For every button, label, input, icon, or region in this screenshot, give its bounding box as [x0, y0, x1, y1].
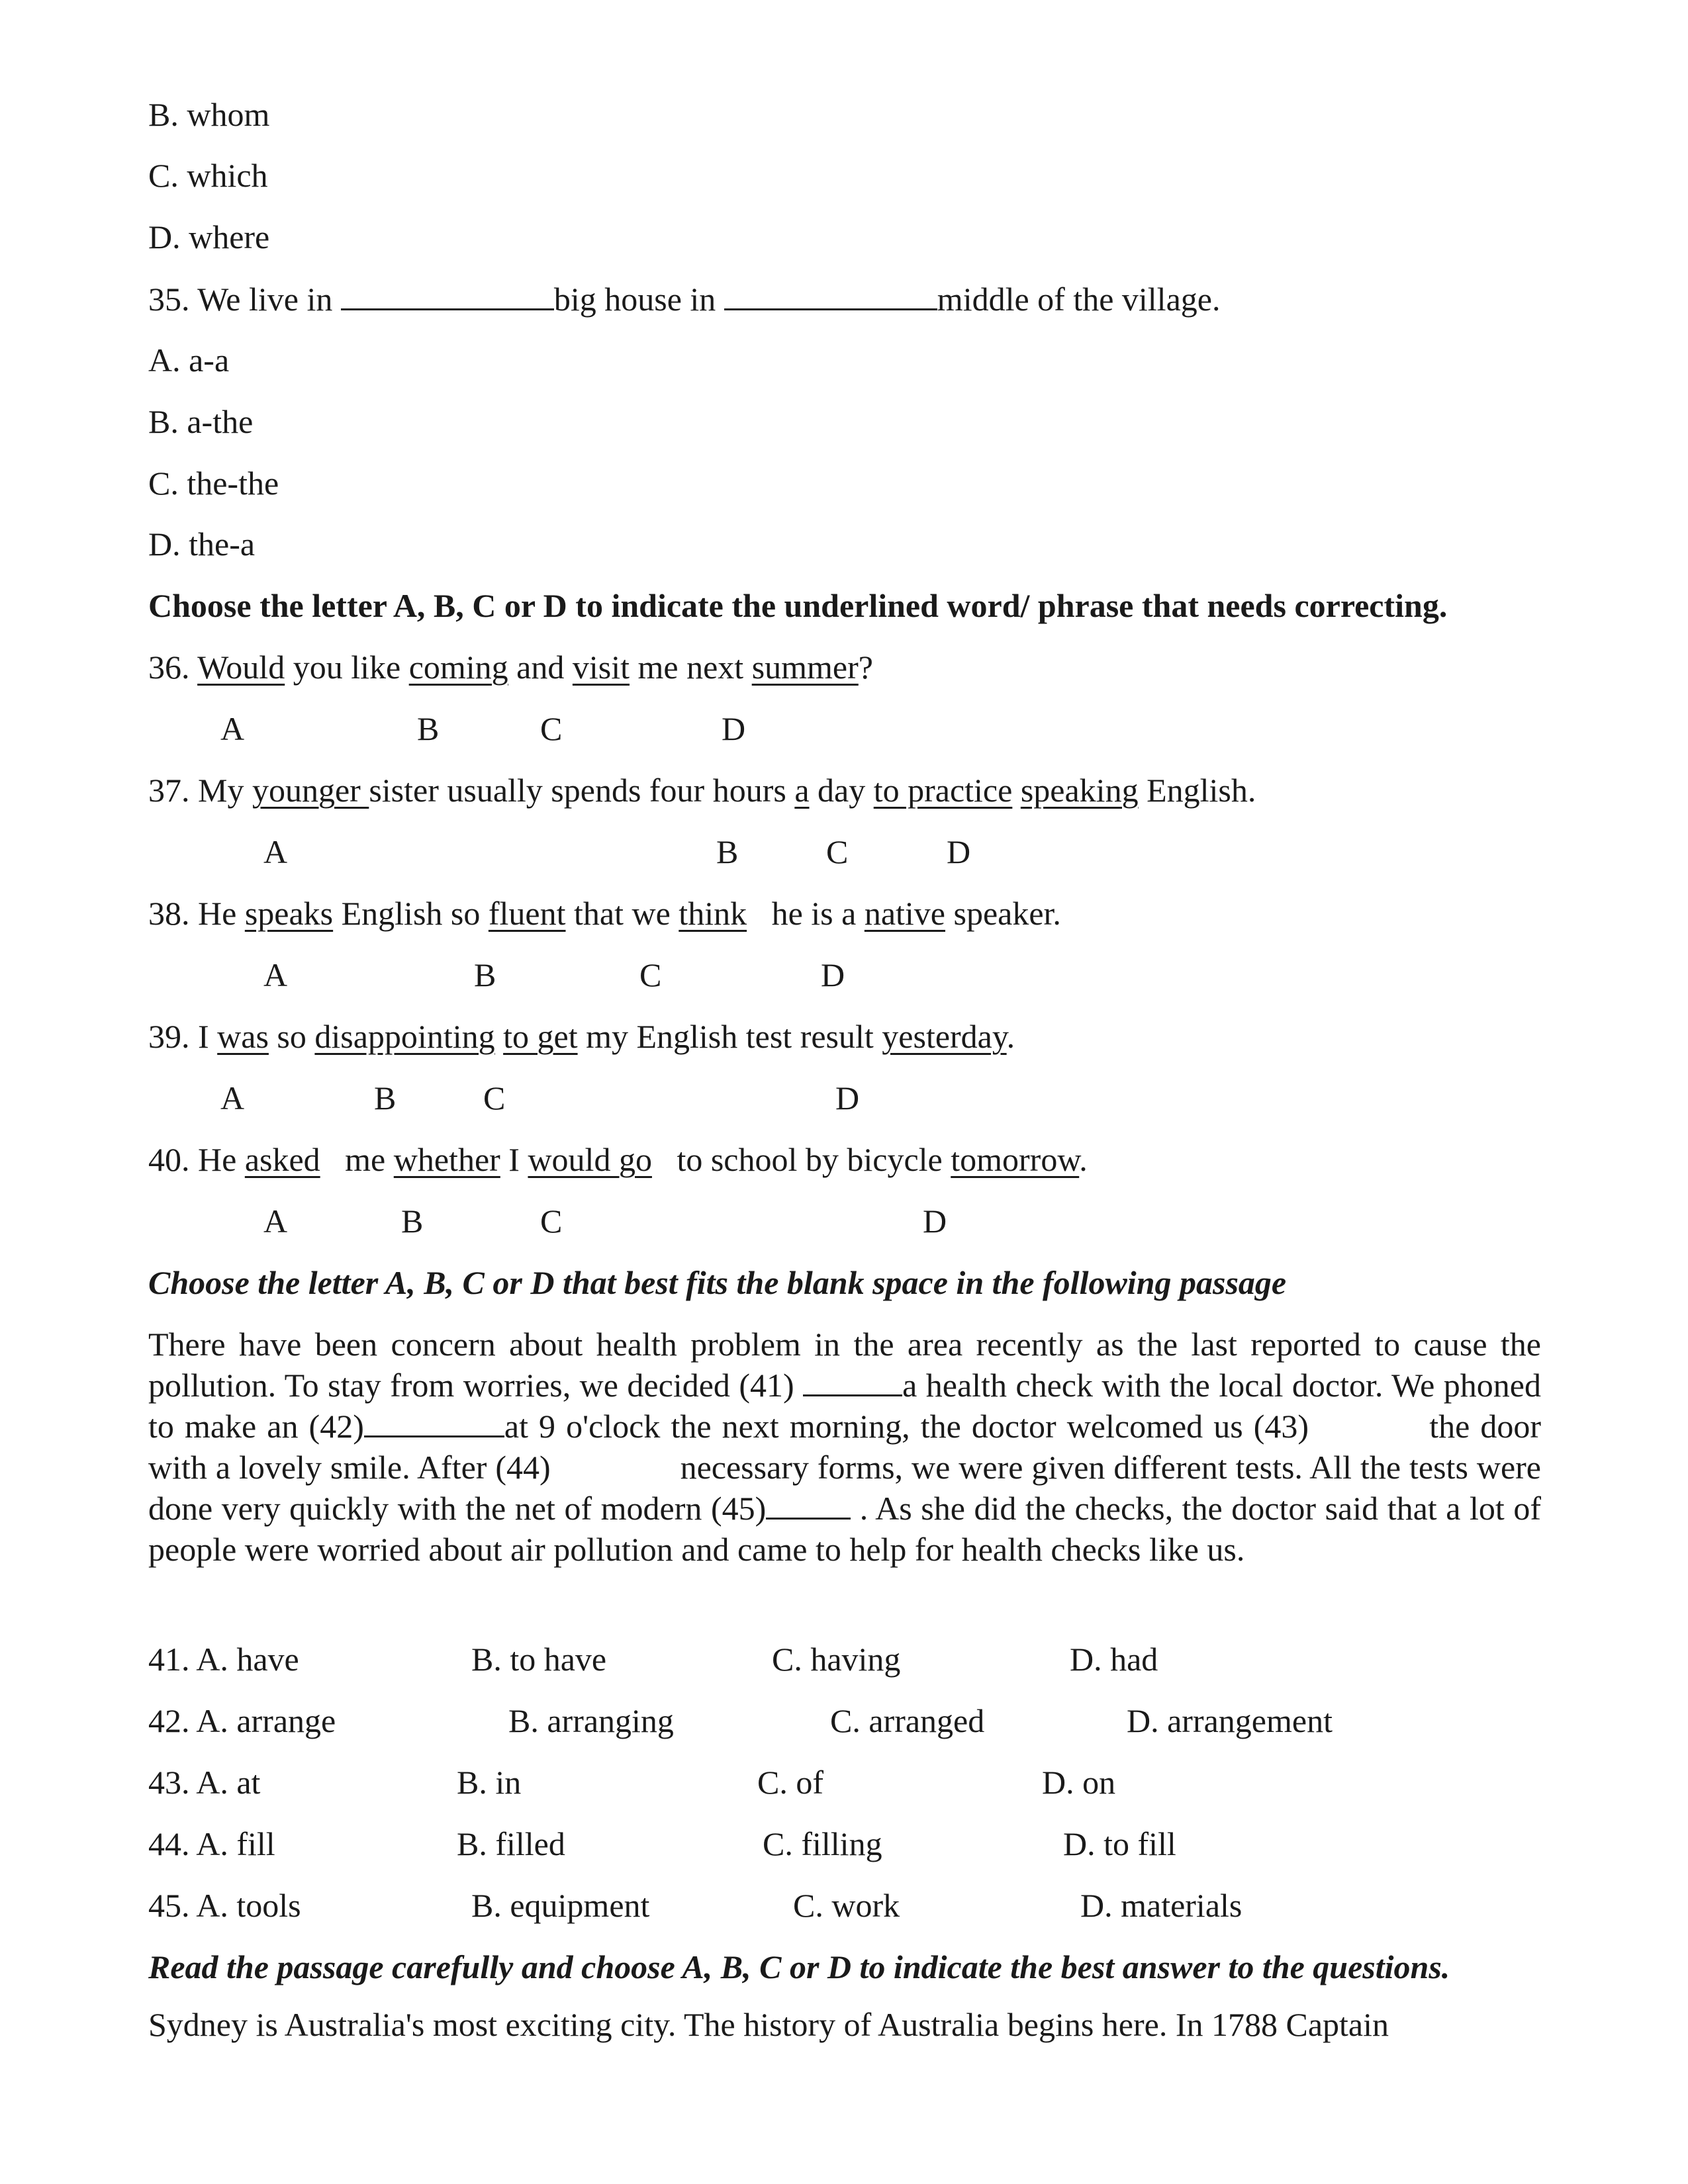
q41-b: B. to have	[471, 1641, 607, 1678]
q40-label-a: A	[263, 1203, 288, 1240]
q38-label-c: C	[639, 956, 662, 993]
q39-label-d: D	[835, 1079, 860, 1116]
q44-b: B. filled	[457, 1825, 565, 1862]
q37-label-a: A	[263, 833, 288, 870]
reading-passage-start: Sydney is Australia's most exciting city. The history of Australia begins here. In 1788 Captain	[148, 2006, 1389, 2043]
q41-d: D. had	[1070, 1641, 1158, 1678]
question-38: 38. He speaks English so fluent that we think he is a native speaker.	[148, 895, 1061, 932]
cloze-passage: There have been concern about health problem in the area recently as the last reported to cause the pollution. To stay from worries, we decided (41) a health check with the local doctor. We phoned to make an (42) at 9 o'clock the next morning, the doctor welcomed us (43) the door with a lovely smile. After (44) necessary forms, we were given different tests. All the tests were done very quickly with the net of modern (45) . As she did the checks, the doctor said that a lot of people were worried about air pollution and came to help for health checks like us.	[148, 1326, 1541, 1568]
q44-d: D. to fill	[1063, 1825, 1176, 1862]
q44-a: 44. A. fill	[148, 1825, 275, 1862]
q37-label-c: C	[826, 833, 849, 870]
question-36: 36. Would you like coming and visit me next summer?	[148, 649, 873, 686]
blank	[724, 282, 937, 310]
q42-b: B. arranging	[508, 1702, 674, 1739]
section-error-heading: Choose the letter A, B, C or D to indicate the underlined word/ phrase that needs correcting.	[148, 587, 1448, 624]
q40-label-b: B	[401, 1203, 424, 1240]
q34-option-d: D. where	[148, 218, 270, 255]
q39-label-a: A	[220, 1079, 245, 1116]
q42-a: 42. A. arrange	[148, 1702, 336, 1739]
q36-label-b: B	[417, 710, 440, 747]
q43-a: 43. A. at	[148, 1764, 261, 1801]
question-39: 39. I was so disappointing to get my English test result yesterday.	[148, 1018, 1015, 1055]
q43-c: C. of	[757, 1764, 823, 1801]
q45-a: 45. A. tools	[148, 1887, 301, 1924]
q37-label-b: B	[716, 833, 739, 870]
q38-label-d: D	[821, 956, 845, 993]
q45-b: B. equipment	[471, 1887, 650, 1924]
blank-45	[766, 1498, 851, 1520]
q41-a: 41. A. have	[148, 1641, 299, 1678]
q35-option-a: A. a-a	[148, 341, 230, 379]
q36-label-a: A	[220, 710, 245, 747]
q38-label-b: B	[474, 956, 496, 993]
blank-41	[803, 1375, 902, 1396]
question-35: 35. We live in big house in middle of the village.	[148, 281, 1221, 318]
q43-b: B. in	[457, 1764, 522, 1801]
q35-option-b: B. a-the	[148, 403, 254, 440]
q35-option-c: C. the-the	[148, 465, 279, 502]
q40-label-d: D	[923, 1203, 947, 1240]
q41-c: C. having	[772, 1641, 901, 1678]
q42-d: D. arrangement	[1127, 1702, 1333, 1739]
blank	[341, 282, 554, 310]
q36-label-d: D	[722, 710, 746, 747]
blank-43	[1319, 1416, 1419, 1437]
question-40: 40. He asked me whether I would go to school by bicycle tomorrow.	[148, 1141, 1088, 1178]
q35-option-d: D. the-a	[148, 525, 256, 563]
q45-d: D. materials	[1080, 1887, 1243, 1924]
blank-44	[559, 1457, 672, 1479]
q45-c: C. work	[793, 1887, 900, 1924]
q36-label-c: C	[540, 710, 563, 747]
q34-option-b: B. whom	[148, 96, 270, 133]
q34-option-c: C. which	[148, 157, 268, 194]
q42-c: C. arranged	[830, 1702, 985, 1739]
blank-42	[364, 1416, 504, 1437]
section-cloze-heading: Choose the letter A, B, C or D that best fits the blank space in the following passage	[148, 1264, 1287, 1301]
q38-label-a: A	[263, 956, 288, 993]
section-reading-heading: Read the passage carefully and choose A, B, C or D to indicate the best answer to the questions.	[148, 1948, 1450, 1985]
q39-label-b: B	[374, 1079, 397, 1116]
q44-c: C. filling	[763, 1825, 882, 1862]
q40-label-c: C	[540, 1203, 563, 1240]
q39-label-c: C	[483, 1079, 506, 1116]
question-37: 37. My younger sister usually spends four hours a day to practice speaking English.	[148, 772, 1256, 809]
q37-label-d: D	[947, 833, 971, 870]
q43-d: D. on	[1042, 1764, 1116, 1801]
